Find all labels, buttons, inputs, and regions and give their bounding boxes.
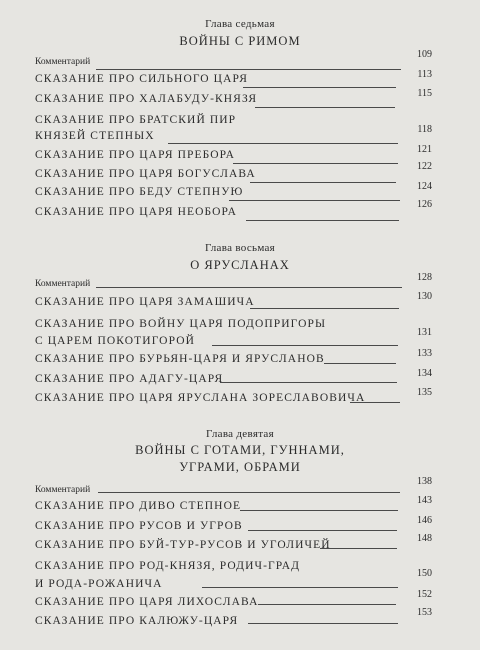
leader-line [96,69,401,70]
page-number: 133 [417,348,432,359]
toc-entry-text: СКАЗАНИЕ ПРО БРАТСКИЙ ПИР [35,114,237,126]
toc-entry-text: СКАЗАНИЕ ПРО БЕДУ СТЕПНУЮ [35,186,244,198]
toc-entry-text: СКАЗАНИЕ ПРО ЦАРЯ ЛИХОСЛАВА [35,596,259,608]
toc-entry-text: СКАЗАНИЕ ПРО ЦАРЯ ПРЕБОРА [35,149,236,161]
page-number: 113 [417,69,432,80]
leader-line [202,587,398,588]
chapter-9-label: Глава девятая [206,428,274,440]
leader-line [324,363,396,364]
leader-line [320,548,397,549]
toc-entry-text: КНЯЗЕЙ СТЕПНЫХ [35,130,155,142]
toc-entry-text: СКАЗАНИЕ ПРО БУРЬЯН-ЦАРЯ И ЯРУСЛАНОВ [35,353,325,365]
page-number: 150 [417,568,432,579]
leader-line [168,143,398,144]
page-number: 143 [417,495,432,506]
leader-line [250,182,396,183]
toc-entry-text: СКАЗАНИЕ ПРО РОД-КНЯЗЯ, РОДИЧ-ГРАД [35,560,301,572]
leader-line [212,345,398,346]
toc-entry-text: СКАЗАНИЕ ПРО КАЛЮЖУ-ЦАРЯ [35,615,239,627]
page-number: 122 [417,161,432,172]
chapter-7-label: Глава седьмая [205,18,275,30]
leader-line [220,382,397,383]
toc-entry-text: С ЦАРЕМ ПОКОТИГОРОЙ [35,335,196,347]
toc-entry-text: СКАЗАНИЕ ПРО ЦАРЯ БОГУСЛАВА [35,168,256,180]
page-number: 109 [417,49,432,60]
leader-line [246,220,399,221]
page-number: 115 [417,88,432,99]
page-number: 118 [417,124,432,135]
leader-line [233,163,398,164]
toc-entry-text: СКАЗАНИЕ ПРО АДАГУ-ЦАРЯ [35,373,224,385]
leader-line [255,107,395,108]
chapter-8-label: Глава восьмая [204,242,276,254]
chapter-9-title-line-2: УГРАМИ, ОБРАМИ [179,460,301,474]
page-number: 153 [417,607,432,618]
page-number: 152 [417,589,432,600]
leader-line [258,604,396,605]
toc-entry-text: И РОДА-РОЖАНИЧА [35,578,163,590]
page-number: 124 [417,181,432,192]
toc-entry-text: СКАЗАНИЕ ПРО БУЙ-ТУР-РУСОВ И УГОЛИЧЕЙ [35,539,331,551]
toc-entry-text: СКАЗАНИЕ ПРО СИЛЬНОГО ЦАРЯ [35,73,249,85]
page-number: 134 [417,368,432,379]
page-number: 130 [417,291,432,302]
page-number: 138 [417,476,432,487]
chapter-8-title: О ЯРУСЛАНАХ [190,258,290,272]
toc-entry-text: Комментарий [35,279,91,289]
leader-line [248,530,397,531]
leader-line [250,308,399,309]
leader-line [240,510,398,511]
toc-entry-text: СКАЗАНИЕ ПРО ВОЙНУ ЦАРЯ ПОДОПРИГОРЫ [35,318,327,330]
leader-line [350,402,400,403]
toc-entry-text: СКАЗАНИЕ ПРО ХАЛАБУДУ-КНЯЗЯ [35,93,258,105]
leader-line [243,87,396,88]
toc-entry-text: СКАЗАНИЕ ПРО ЦАРЯ НЕОБОРА [35,206,237,218]
leader-line [96,287,402,288]
chapter-9-title-line-1: ВОЙНЫ С ГОТАМИ, ГУННАМИ, [135,443,345,457]
page-number: 135 [417,387,432,398]
page-number: 128 [417,272,432,283]
leader-line [229,200,400,201]
chapter-7-title: ВОЙНЫ С РИМОМ [179,34,301,48]
toc-entry-text: СКАЗАНИЕ ПРО РУСОВ И УГРОВ [35,520,243,532]
toc-entry-text: СКАЗАНИЕ ПРО ДИВО СТЕПНОЕ [35,500,242,512]
page-number: 126 [417,199,432,210]
leader-line [98,492,400,493]
page-number: 146 [417,515,432,526]
toc-entry-text: Комментарий [35,485,91,495]
page-number: 131 [417,327,432,338]
page-number: 121 [417,144,432,155]
toc-entry-text: СКАЗАНИЕ ПРО ЦАРЯ ЯРУСЛАНА ЗОРЕСЛАВОВИЧА [35,392,366,404]
page-number: 148 [417,533,432,544]
toc-entry-text: СКАЗАНИЕ ПРО ЦАРЯ ЗАМАШИЧА [35,296,255,308]
leader-line [248,623,398,624]
toc-entry-text: Комментарий [35,57,91,67]
